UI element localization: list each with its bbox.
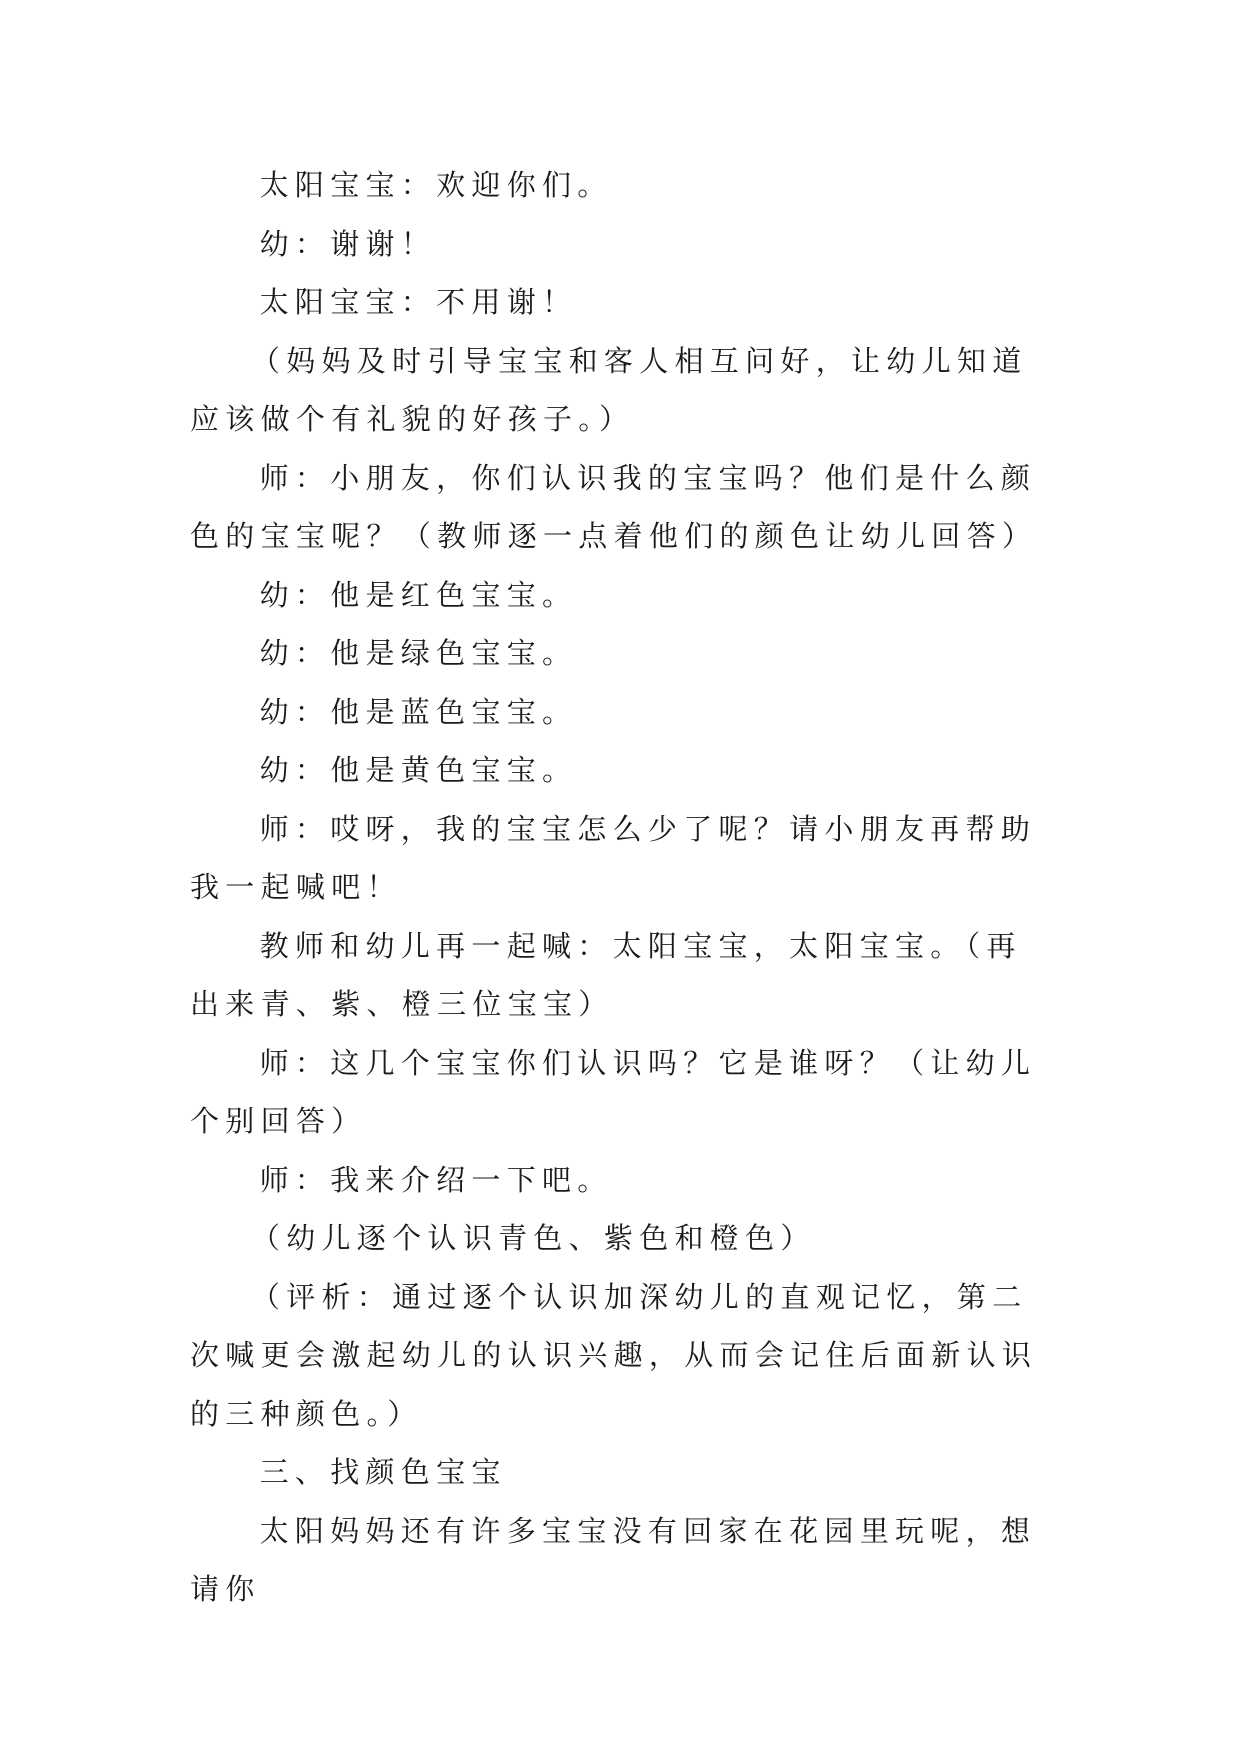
paragraph-analysis: （评析：通过逐个认识加深幼儿的直观记忆，第二次喊更会激起幼儿的认识兴趣，从而会记住后面新认识的三种颜色。） bbox=[190, 1279, 1038, 1431]
paragraph-child-thanks: 幼：谢谢！ bbox=[259, 226, 437, 261]
paragraph-teacher-question-colors: 师：小朋友，你们认识我的宝宝吗？他们是什么颜色的宝宝呢？（教师逐一点着他们的颜色让幼儿回答） bbox=[190, 460, 1038, 553]
paragraph-sun-you-are-welcome: 太阳宝宝：不用谢！ bbox=[259, 285, 578, 319]
section-heading-find-colors: 三、找颜色宝宝 bbox=[259, 1455, 507, 1489]
document-body bbox=[190, 156, 1050, 1619]
paragraph-note-politeness: （妈妈及时引导宝宝和客人相互问好，让幼儿知道应该做个有礼貌的好孩子。） bbox=[190, 343, 1028, 436]
paragraph-sun-welcome: 太阳宝宝：欢迎你们。 bbox=[259, 168, 613, 202]
paragraph-child-blue: 幼：他是蓝色宝宝。 bbox=[259, 694, 578, 729]
paragraph-note-new-colors: （幼儿逐个认识青色、紫色和橙色） bbox=[250, 1221, 816, 1255]
paragraph-call-again: 教师和幼儿再一起喊：太阳宝宝，太阳宝宝。（再出来青、紫、橙三位宝宝） bbox=[190, 928, 1022, 1021]
paragraph-teacher-fewer-babies: 师：哎呀，我的宝宝怎么少了呢？请小朋友再帮助我一起喊吧！ bbox=[190, 811, 1037, 904]
paragraph-sun-mother-garden: 太阳妈妈还有许多宝宝没有回家在花园里玩呢，想请你 bbox=[190, 1513, 1037, 1606]
paragraph-child-red: 幼：他是红色宝宝。 bbox=[259, 577, 578, 612]
paragraph-child-yellow: 幼：他是黄色宝宝。 bbox=[259, 753, 578, 787]
paragraph-teacher-who-is-it: 师：这几个宝宝你们认识吗？它是谁呀？（让幼儿个别回答） bbox=[190, 1045, 1037, 1138]
paragraph-child-green: 幼：他是绿色宝宝。 bbox=[259, 636, 578, 670]
paragraph-teacher-introduce: 师：我来介绍一下吧。 bbox=[259, 1162, 613, 1197]
